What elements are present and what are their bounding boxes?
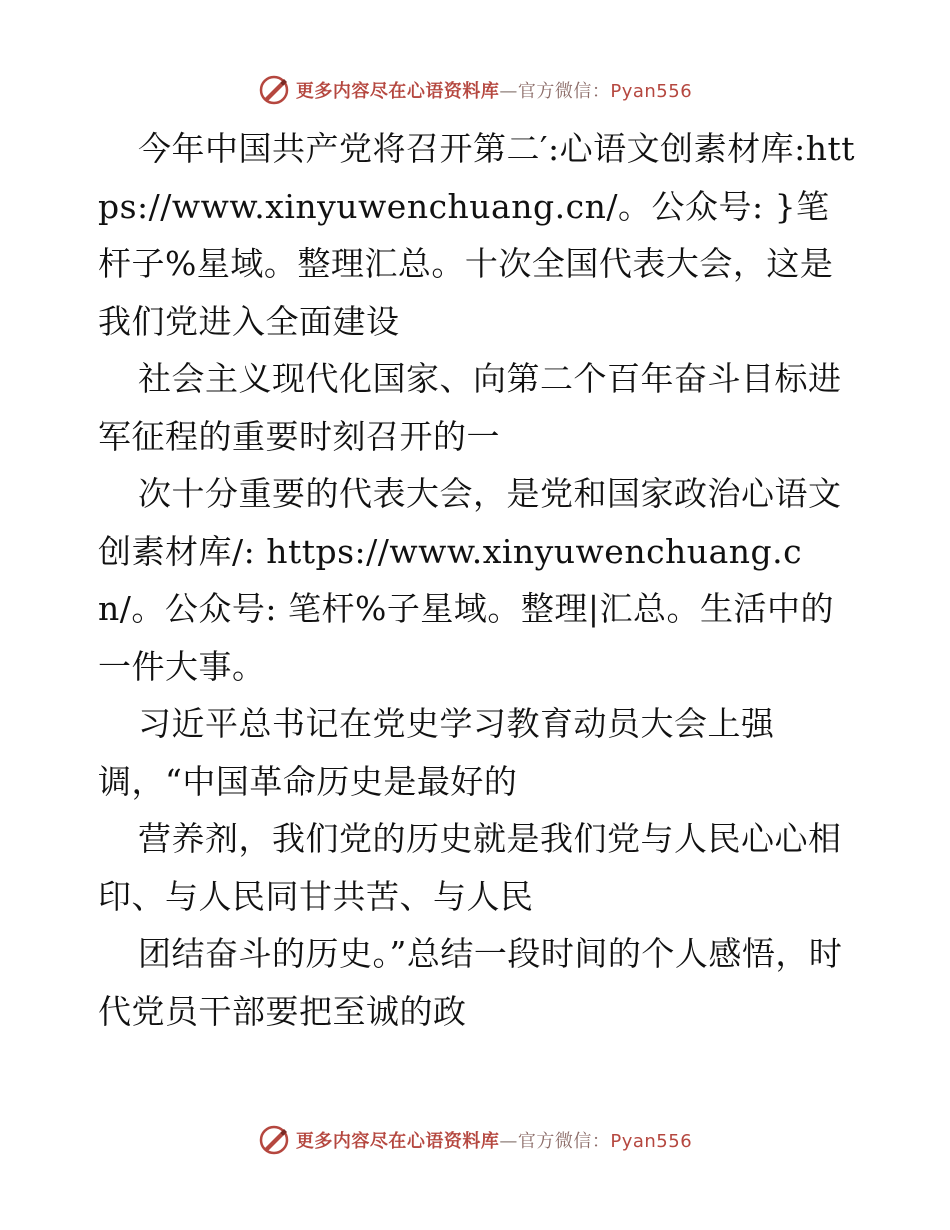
banner-wechat-label: 官方微信：: [517, 1131, 611, 1152]
banner-text: [296, 1127, 692, 1153]
pen-logo-icon: [258, 1124, 290, 1156]
banner-text: [296, 77, 692, 103]
paragraph: 社会主义现代化国家、向第二个百年奋斗目标进军征程的重要时刻召开的一: [98, 359, 842, 456]
banner-separator: —: [499, 1131, 518, 1152]
paragraph: 团结奋斗的历史。”总结一段时间的个人感悟，时代党员干部要把至诚的政: [98, 934, 843, 1031]
paragraph: 营养剂，我们党的历史就是我们党与人民心心相印、与人民同甘共苦、与人民: [98, 819, 842, 916]
banner-main: 更多内容尽在心语资料库: [295, 81, 500, 102]
banner-wechat-id: Pyan556: [610, 81, 693, 102]
banner-wechat-label: 官方微信：: [517, 81, 611, 102]
header-banner: [0, 70, 950, 110]
banner-separator: —: [499, 81, 518, 102]
paragraph: 今年中国共产党将召开第二′:心语文创素材库:https://www.xinyuwenchuang.cn/。公众号: }笔杆子%星域。整理汇总。十次全国代表大会，这是我们党进入全面建设: [98, 129, 856, 341]
banner-main: 更多内容尽在心语资料库: [295, 1131, 500, 1152]
paragraph: 习近平总书记在党史学习教育动员大会上强调，“中国革命历史是最好的: [98, 704, 775, 801]
paragraph: 次十分重要的代表大会，是党和国家政治心语文创素材库/: https://www.xinyuwenchuang.cn/。公众号: 笔杆%子星域。整理|汇总。生活中的一件大事。: [98, 474, 842, 686]
pen-logo-icon: [258, 74, 290, 106]
document-body: [98, 120, 858, 1040]
banner-wechat-id: Pyan556: [610, 1131, 693, 1152]
footer-banner: [0, 1120, 950, 1160]
